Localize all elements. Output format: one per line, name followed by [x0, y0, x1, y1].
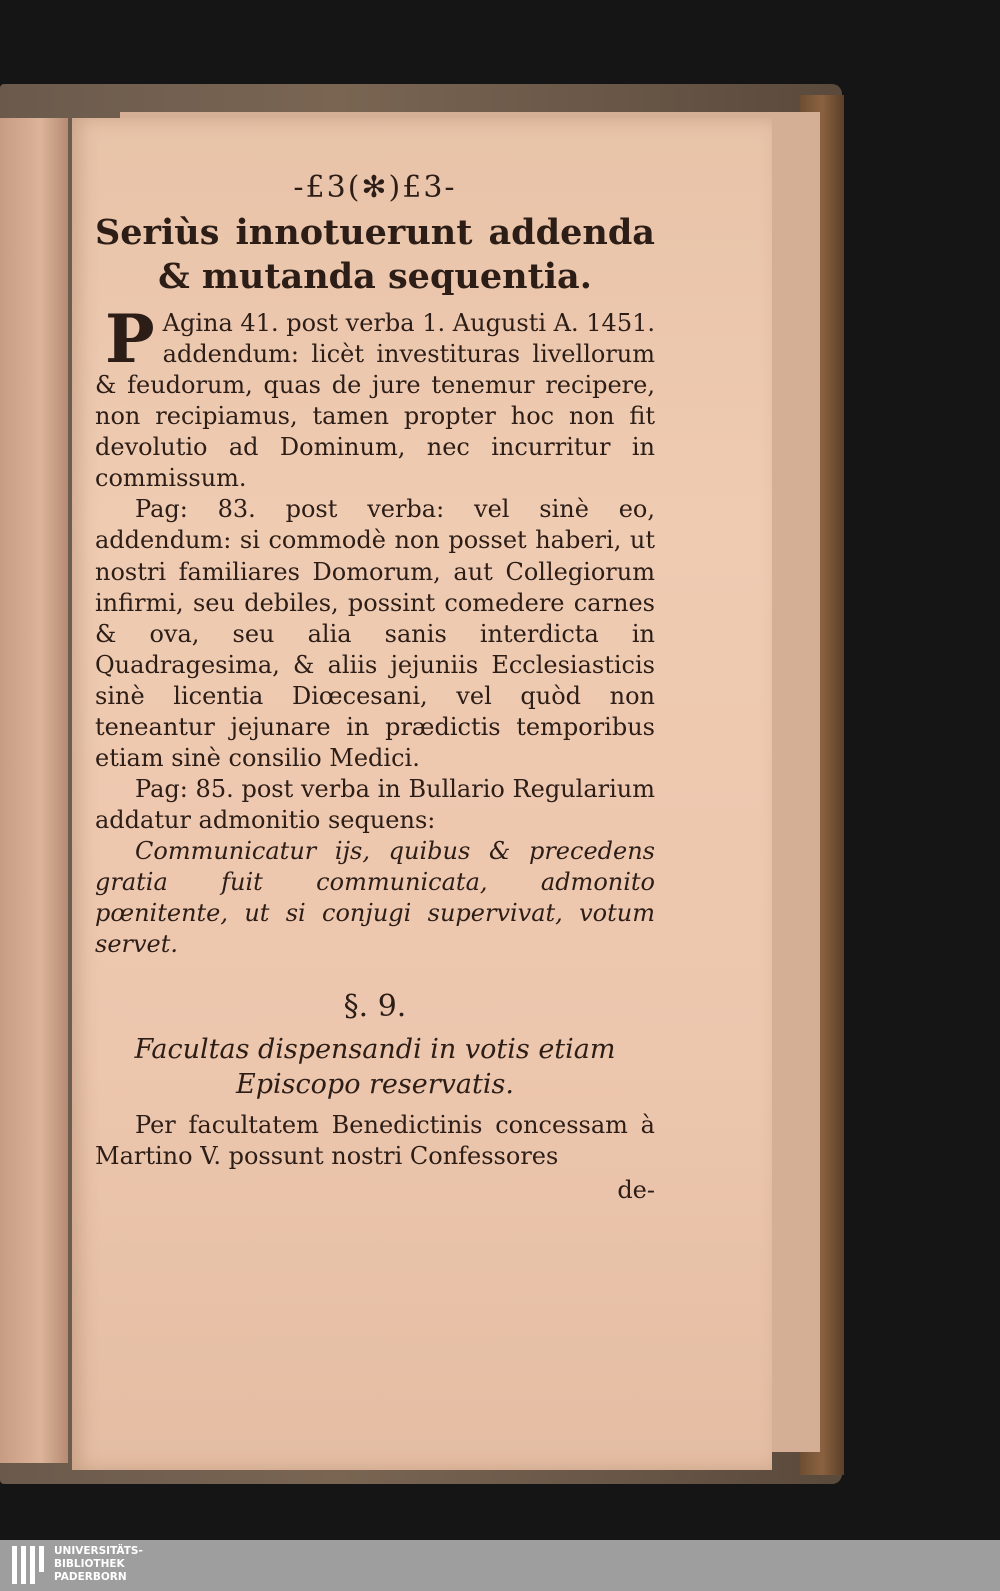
- library-name: [54, 1545, 143, 1584]
- page-title: Seriùs innotuerunt addenda & mutanda sequentia.: [95, 212, 655, 298]
- paragraph-2: Pag: 83. post verba: vel sinè eo, addendum: si commodè non posset haberi, ut nostri familiares Domorum, aut Collegiorum infirmi, seu debiles, possint comedere carnes & ova, seu alia sanis interdicta in Quadragesima, & aliis jejuniis Ecclesiasticis sinè licentia Diœcesani, vel quòd non teneantur jejunare in prædictis temporibus etiam sinè consilio Medici.: [95, 495, 655, 772]
- paragraph-4-italic: Communicatur ijs, quibus & precedens gratia fuit communicata, admonito pœnitente, ut si conjugi supervivat, votum servet.: [95, 837, 655, 959]
- drop-cap: P: [105, 299, 155, 378]
- paragraph-1: [95, 299, 655, 494]
- paragraph-1-text: Agina 41. post verba 1. Augusti A. 1451. addendum: licèt investituras livellorum & feudorum, quas de jure tenemur recipere, non recipiamus, tamen propter hoc non fit devolutio ad Dominum, nec incurritur in commissum.: [95, 308, 655, 493]
- ornament-header: -£3(✻)£3-: [293, 170, 457, 205]
- catchword: de-: [617, 1175, 655, 1204]
- paragraph-5: Per facultatem Benedictinis concessam à Martino V. possunt nostri Confessores: [95, 1110, 655, 1170]
- library-name-line-1: UNIVERSITÄTS-: [54, 1545, 143, 1557]
- library-name-line-3: PADERBORN: [54, 1571, 127, 1583]
- library-footer-bar: [0, 1540, 1000, 1591]
- section-rubric: Facultas dispensandi in votis etiam Episcopo reservatis.: [134, 1033, 616, 1100]
- left-page-edge: [0, 118, 68, 1463]
- section-heading: §. 9.: [343, 988, 407, 1024]
- paragraph-3: Pag: 85. post verba in Bullario Regularium addatur admonitio sequens:: [95, 775, 655, 835]
- library-name-line-2: BIBLIOTHEK: [54, 1558, 125, 1570]
- library-logo-icon: [12, 1546, 46, 1586]
- page-text: [95, 170, 655, 1204]
